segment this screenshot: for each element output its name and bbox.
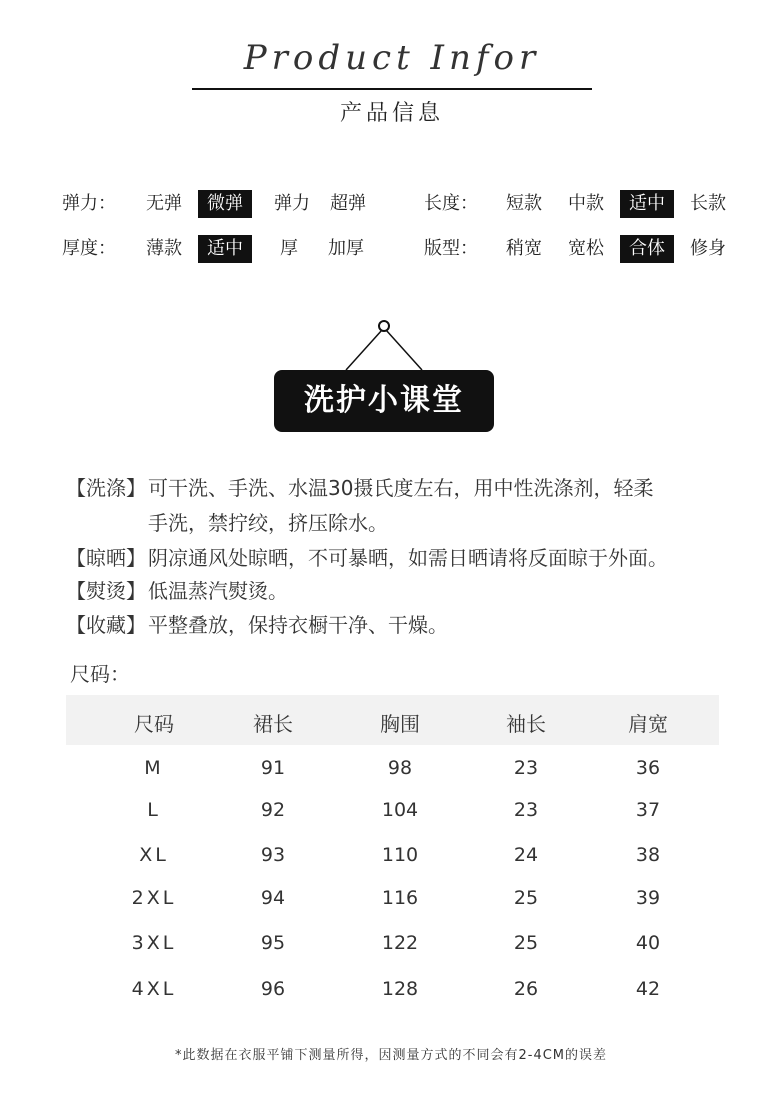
table-cell: M bbox=[144, 757, 164, 779]
attribute-option: 稍宽 bbox=[506, 238, 542, 259]
table-cell: 122 bbox=[381, 932, 419, 954]
attribute-option: 宽松 bbox=[568, 238, 604, 259]
table-cell: 92 bbox=[260, 799, 286, 821]
table-cell: 110 bbox=[381, 844, 419, 866]
attribute-option: 超弹 bbox=[330, 193, 366, 214]
attribute-label: 厚度： bbox=[62, 238, 116, 259]
table-cell: 94 bbox=[260, 887, 286, 909]
table-cell: 26 bbox=[513, 978, 539, 1000]
attribute-option: 薄款 bbox=[146, 238, 182, 259]
table-cell: 37 bbox=[635, 799, 661, 821]
care-line-iron bbox=[66, 575, 288, 604]
care-tag: 【晾晒】 bbox=[66, 546, 146, 570]
header-divider bbox=[192, 88, 592, 90]
table-cell: 25 bbox=[513, 887, 539, 909]
care-line-dry bbox=[66, 542, 668, 571]
care-text: 阴凉通风处晾晒，不可暴晒，如需日晒请将反面晾于外面。 bbox=[148, 546, 668, 570]
size-heading: 尺码： bbox=[70, 662, 130, 686]
table-header-cell: 裙长 bbox=[253, 712, 293, 736]
hanger-icon bbox=[274, 318, 494, 378]
script-title: Product Infor bbox=[243, 38, 541, 78]
table-header-cell: 尺码 bbox=[134, 712, 174, 736]
table-cell: 25 bbox=[513, 932, 539, 954]
table-cell: 39 bbox=[635, 887, 661, 909]
table-cell: 95 bbox=[260, 932, 286, 954]
attribute-option: 弹力 bbox=[274, 193, 310, 214]
table-cell: L bbox=[147, 799, 161, 821]
attribute-option: 加厚 bbox=[328, 238, 364, 259]
care-sign-group bbox=[274, 318, 494, 434]
table-cell: 116 bbox=[381, 887, 419, 909]
table-cell: 128 bbox=[381, 978, 419, 1000]
table-cell: 40 bbox=[635, 932, 661, 954]
care-text: 低温蒸汽熨烫。 bbox=[148, 579, 288, 603]
table-cell: 4XL bbox=[131, 978, 177, 1000]
attribute-option: 长款 bbox=[690, 193, 726, 214]
attribute-option-selected: 合体 bbox=[620, 235, 674, 263]
table-cell: 2XL bbox=[131, 887, 177, 909]
table-cell: 3XL bbox=[131, 932, 177, 954]
attribute-option-selected: 适中 bbox=[620, 190, 674, 218]
care-line-store bbox=[66, 609, 448, 638]
care-text: 可干洗、手洗、水温30摄氏度左右，用中性洗涤剂，轻柔 bbox=[148, 476, 654, 500]
table-header-cell: 胸围 bbox=[380, 712, 420, 736]
attribute-option: 修身 bbox=[690, 238, 726, 259]
table-cell: 23 bbox=[513, 799, 539, 821]
attribute-option: 无弹 bbox=[146, 193, 182, 214]
page-title: 产品信息 bbox=[339, 101, 444, 126]
table-cell: 93 bbox=[260, 844, 286, 866]
table-cell: XL bbox=[139, 844, 169, 866]
attribute-label: 弹力： bbox=[62, 193, 116, 214]
care-tag: 【收藏】 bbox=[66, 613, 146, 637]
table-cell: 42 bbox=[635, 978, 661, 1000]
attribute-option-selected: 微弹 bbox=[198, 190, 252, 218]
table-cell: 23 bbox=[513, 757, 539, 779]
care-tag: 【洗涤】 bbox=[66, 476, 146, 500]
table-cell: 91 bbox=[260, 757, 286, 779]
care-line-wash-cont: 手洗，禁拧绞，挤压除水。 bbox=[148, 511, 388, 535]
care-line-wash bbox=[66, 472, 653, 501]
table-header-cell: 袖长 bbox=[506, 712, 546, 736]
table-cell: 98 bbox=[387, 757, 413, 779]
attribute-label: 版型： bbox=[424, 238, 478, 259]
attribute-label: 长度： bbox=[424, 193, 478, 214]
footnote: *此数据在衣服平铺下测量所得，因测量方式的不同会有2-4CM的误差 bbox=[174, 1048, 608, 1063]
table-cell: 104 bbox=[381, 799, 419, 821]
attribute-option-selected: 适中 bbox=[198, 235, 252, 263]
care-tag: 【熨烫】 bbox=[66, 579, 146, 603]
attribute-option: 中款 bbox=[568, 193, 604, 214]
attribute-option: 短款 bbox=[506, 193, 542, 214]
table-cell: 36 bbox=[635, 757, 661, 779]
table-cell: 38 bbox=[635, 844, 661, 866]
table-cell: 96 bbox=[260, 978, 286, 1000]
care-sign: 洗护小课堂 bbox=[274, 370, 494, 432]
table-header-cell: 肩宽 bbox=[628, 712, 668, 736]
table-cell: 24 bbox=[513, 844, 539, 866]
care-text: 平整叠放，保持衣橱干净、干燥。 bbox=[148, 613, 448, 637]
attribute-option: 厚 bbox=[280, 238, 298, 259]
